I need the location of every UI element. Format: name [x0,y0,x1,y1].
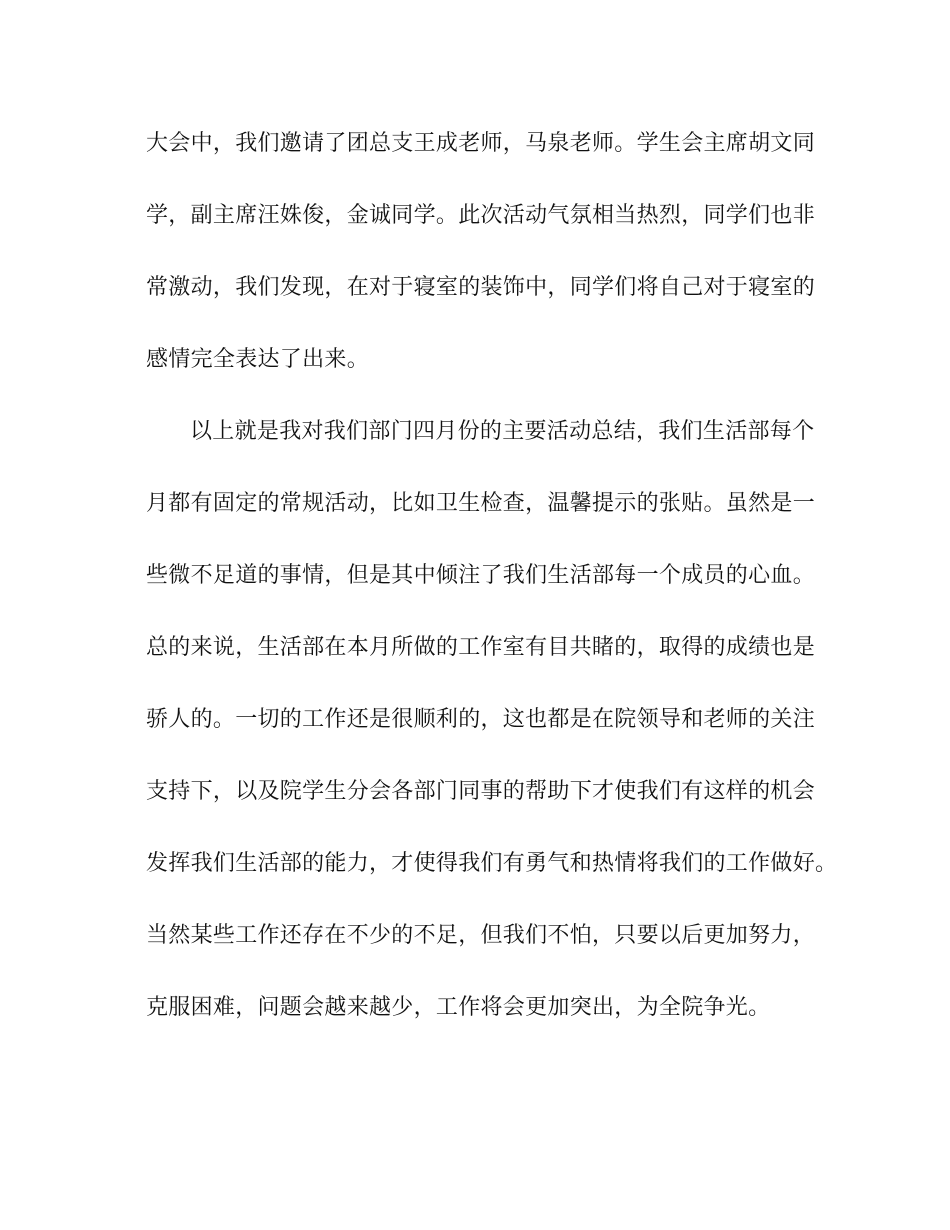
text-line: 当然某些工作还存在不少的不足，但我们不怕，只要以后更加努力， [146,923,816,948]
text-line: 支持下，以及院学生分会各部门同事的帮助下才使我们有这样的机会 [146,779,816,804]
text-line: 总的来说，生活部在本月所做的工作室有目共睹的，取得的成绩也是 [146,635,816,660]
text-line: 常激动，我们发现，在对于寝室的装饰中，同学们将自己对于寝室的 [146,275,816,300]
text-line: 克服困难，问题会越来越少，工作将会更加突出，为全院争光。 [146,995,771,1020]
text-line: 骄人的。一切的工作还是很顺利的，这也都是在院领导和老师的关注 [146,707,816,732]
text-line: 发挥我们生活部的能力，才使得我们有勇气和热情将我们的工作做好。 [146,851,838,876]
body-text [146,120,838,1056]
text-line: 感情完全表达了出来。 [146,347,370,372]
text-line: 月都有固定的常规活动，比如卫生检查，温馨提示的张贴。虽然是一 [146,491,816,516]
text-line: 些微不足道的事情，但是其中倾注了我们生活部每一个成员的心血。 [146,563,816,588]
text-line: 大会中，我们邀请了团总支王成老师，马泉老师。学生会主席胡文同 [146,131,816,156]
text-line: 学，副主席汪姝俊，金诚同学。此次活动气氛相当热烈，同学们也非 [146,203,816,228]
paragraph-start-line: 以上就是我对我们部门四月份的主要活动总结，我们生活部每个 [190,419,815,444]
